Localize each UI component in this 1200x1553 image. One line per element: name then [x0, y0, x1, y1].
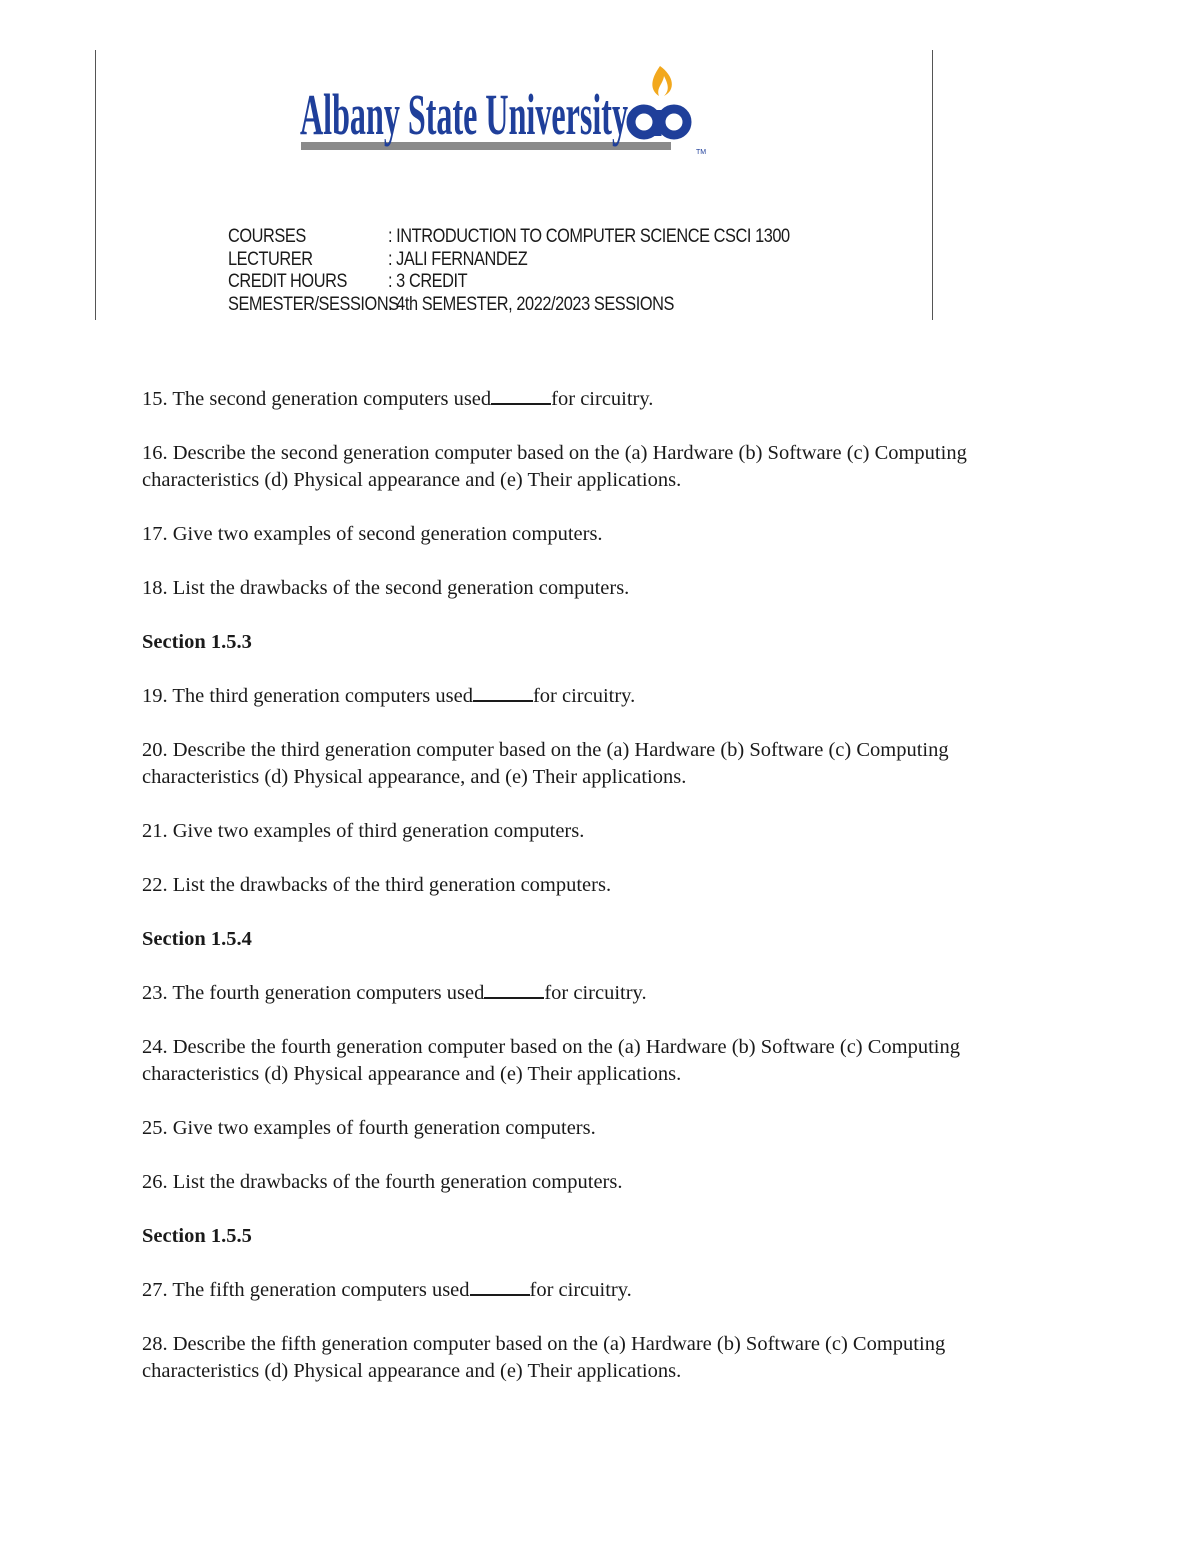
question-17: 17. Give two examples of second generation computers.: [142, 523, 603, 545]
lecturer-row: [228, 249, 790, 272]
section-heading-1-5-4: Section 1.5.4: [142, 928, 252, 950]
credit-hours-row: [228, 271, 790, 294]
question-27: 27. The fifth generation computers used for circuitry.: [142, 1279, 632, 1301]
question-28: 28. Describe the fifth generation computer based on the (a) Hardware (b) Software (c) Computing characteristics (d) Physical appearance and (e) Their applications.: [142, 1333, 946, 1382]
course-value: : INTRODUCTION TO COMPUTER SCIENCE CSCI 1300: [387, 226, 790, 247]
credit-hours-value: : 3 CREDIT: [387, 271, 468, 292]
logo-wordmark: Albany State University: [300, 82, 628, 147]
question-20: 20. Describe the third generation computer based on the (a) Hardware (b) Software (c) Computing characteristics (d) Physical appearance, and (e) Their applications.: [142, 739, 949, 788]
answer-blank: [484, 981, 544, 999]
question-23: 23. The fourth generation computers used for circuitry.: [142, 982, 647, 1004]
semester-label: SEMESTER/SESSIONS: [228, 293, 399, 315]
header-left-rule: [95, 50, 96, 320]
document-header: [95, 50, 933, 320]
torch-flame-icon: [652, 66, 672, 96]
asu-monogram-icon: [631, 109, 687, 136]
question-25: 25. Give two examples of fourth generation computers.: [142, 1117, 596, 1139]
semester-value: : 4th SEMESTER, 2022/2023 SESSIONS: [387, 293, 674, 315]
lecturer-value: : JALI FERNANDEZ: [387, 248, 528, 270]
header-right-rule: [932, 50, 933, 320]
question-18: 18. List the drawbacks of the second generation computers.: [142, 577, 630, 599]
question-26: 26. List the drawbacks of the fourth generation computers.: [142, 1171, 623, 1193]
section-heading-1-5-3: Section 1.5.3: [142, 631, 252, 653]
question-15: 15. The second generation computers used for circuitry.: [142, 388, 654, 410]
answer-blank: [470, 1278, 530, 1296]
course-info-block: [228, 226, 790, 316]
answer-blank: [491, 387, 551, 405]
question-16: 16. Describe the second generation computer based on the (a) Hardware (b) Software (c) Computing characteristics (d) Physical appearance and (e) Their applications.: [142, 442, 967, 491]
semester-row: [228, 294, 790, 317]
course-label: COURSES: [228, 226, 306, 247]
answer-blank: [473, 684, 533, 702]
course-row: [228, 226, 790, 249]
question-list: [142, 386, 1022, 1412]
question-22: 22. List the drawbacks of the third generation computers.: [142, 874, 612, 896]
credit-hours-label: CREDIT HOURS: [228, 271, 347, 292]
question-19: 19. The third generation computers used for circuitry.: [142, 685, 636, 707]
lecturer-label: LECTURER: [228, 248, 313, 270]
trademark-mark: TM: [696, 149, 707, 156]
section-heading-1-5-5: Section 1.5.5: [142, 1225, 252, 1247]
question-24: 24. Describe the fourth generation computer based on the (a) Hardware (b) Software (c) Computing characteristics (d) Physical appearance and (e) Their applications.: [142, 1036, 960, 1085]
university-logo: [298, 58, 718, 158]
question-21: 21. Give two examples of third generation computers.: [142, 820, 585, 842]
